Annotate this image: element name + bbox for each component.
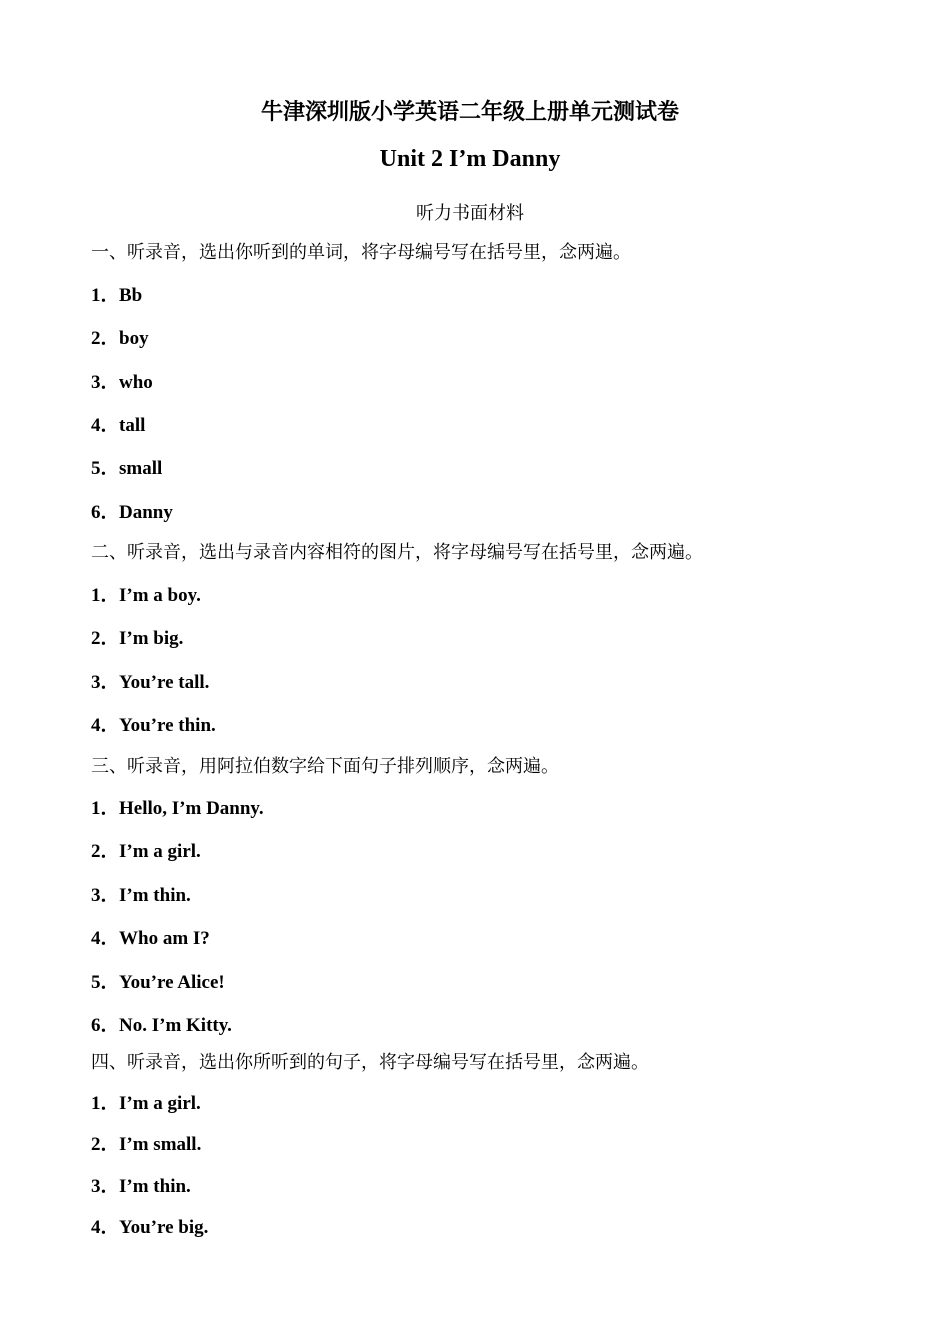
section-heading: 二、听录音，选出与录音内容相符的图片，将字母编号写在括号里，念两遍。	[91, 542, 703, 563]
list-item	[91, 497, 173, 524]
item-text: I’m big.	[119, 628, 184, 649]
item-text: You’re tall.	[119, 672, 210, 693]
item-text: Who am I?	[119, 928, 210, 949]
item-text: You’re Alice!	[119, 972, 225, 993]
item-text: boy	[119, 328, 149, 349]
item-text: tall	[119, 415, 146, 436]
document-title: 牛津深圳版小学英语二年级上册单元测试卷	[260, 100, 679, 125]
item-number: 3．	[91, 672, 120, 693]
list-item	[91, 793, 264, 820]
list-item	[91, 1212, 208, 1239]
list-item	[91, 1171, 191, 1198]
list-item	[91, 836, 201, 863]
section-heading: 三、听录音，用阿拉伯数字给下面句子排列顺序，念两遍。	[91, 756, 559, 777]
list-item	[91, 967, 225, 994]
item-number: 4．	[91, 928, 120, 949]
item-text: You’re thin.	[119, 715, 216, 736]
item-text: small	[119, 458, 163, 479]
list-item	[91, 623, 183, 650]
list-item	[91, 323, 149, 350]
item-number: 5．	[91, 972, 120, 993]
item-number: 6．	[91, 1015, 120, 1036]
item-text: Danny	[119, 502, 173, 523]
list-item	[91, 453, 162, 480]
subtitle: 听力书面材料	[416, 203, 524, 224]
item-text: I’m small.	[119, 1134, 202, 1155]
item-number: 3．	[91, 372, 120, 393]
item-number: 1．	[91, 285, 120, 306]
item-number: 1．	[91, 585, 120, 606]
item-text: Hello, I’m Danny.	[119, 798, 264, 819]
item-text: I’m a girl.	[119, 1093, 201, 1114]
item-number: 2．	[91, 328, 120, 349]
list-item	[91, 880, 191, 907]
section-heading: 四、听录音，选出你所听到的句子，将字母编号写在括号里，念两遍。	[91, 1052, 649, 1073]
item-number: 2．	[91, 841, 120, 862]
list-item	[91, 923, 210, 950]
item-number: 3．	[91, 1176, 120, 1197]
item-number: 4．	[91, 1217, 120, 1238]
item-number: 4．	[91, 415, 120, 436]
item-text: No. I’m Kitty.	[119, 1015, 232, 1036]
item-number: 6．	[91, 502, 120, 523]
item-text: I’m thin.	[119, 885, 191, 906]
list-item	[91, 410, 145, 437]
item-number: 2．	[91, 1134, 120, 1155]
item-number: 3．	[91, 885, 120, 906]
item-text: I’m a girl.	[119, 841, 201, 862]
item-number: 4．	[91, 715, 120, 736]
item-text: Bb	[119, 285, 143, 306]
list-item	[91, 1129, 201, 1156]
item-text: You’re big.	[119, 1217, 209, 1238]
unit-title: Unit 2 I’m Danny	[379, 146, 561, 172]
item-number: 1．	[91, 798, 120, 819]
list-item	[91, 580, 201, 607]
list-item	[91, 1088, 201, 1115]
item-text: who	[119, 372, 153, 393]
list-item	[91, 367, 153, 394]
list-item	[91, 710, 216, 737]
item-number: 1．	[91, 1093, 120, 1114]
item-text: I’m a boy.	[119, 585, 201, 606]
item-text: I’m thin.	[119, 1176, 191, 1197]
section-heading: 一、听录音，选出你听到的单词，将字母编号写在括号里，念两遍。	[91, 242, 631, 263]
list-item	[91, 1010, 232, 1037]
item-number: 5．	[91, 458, 120, 479]
list-item	[91, 667, 209, 694]
list-item	[91, 280, 142, 307]
item-number: 2．	[91, 628, 120, 649]
